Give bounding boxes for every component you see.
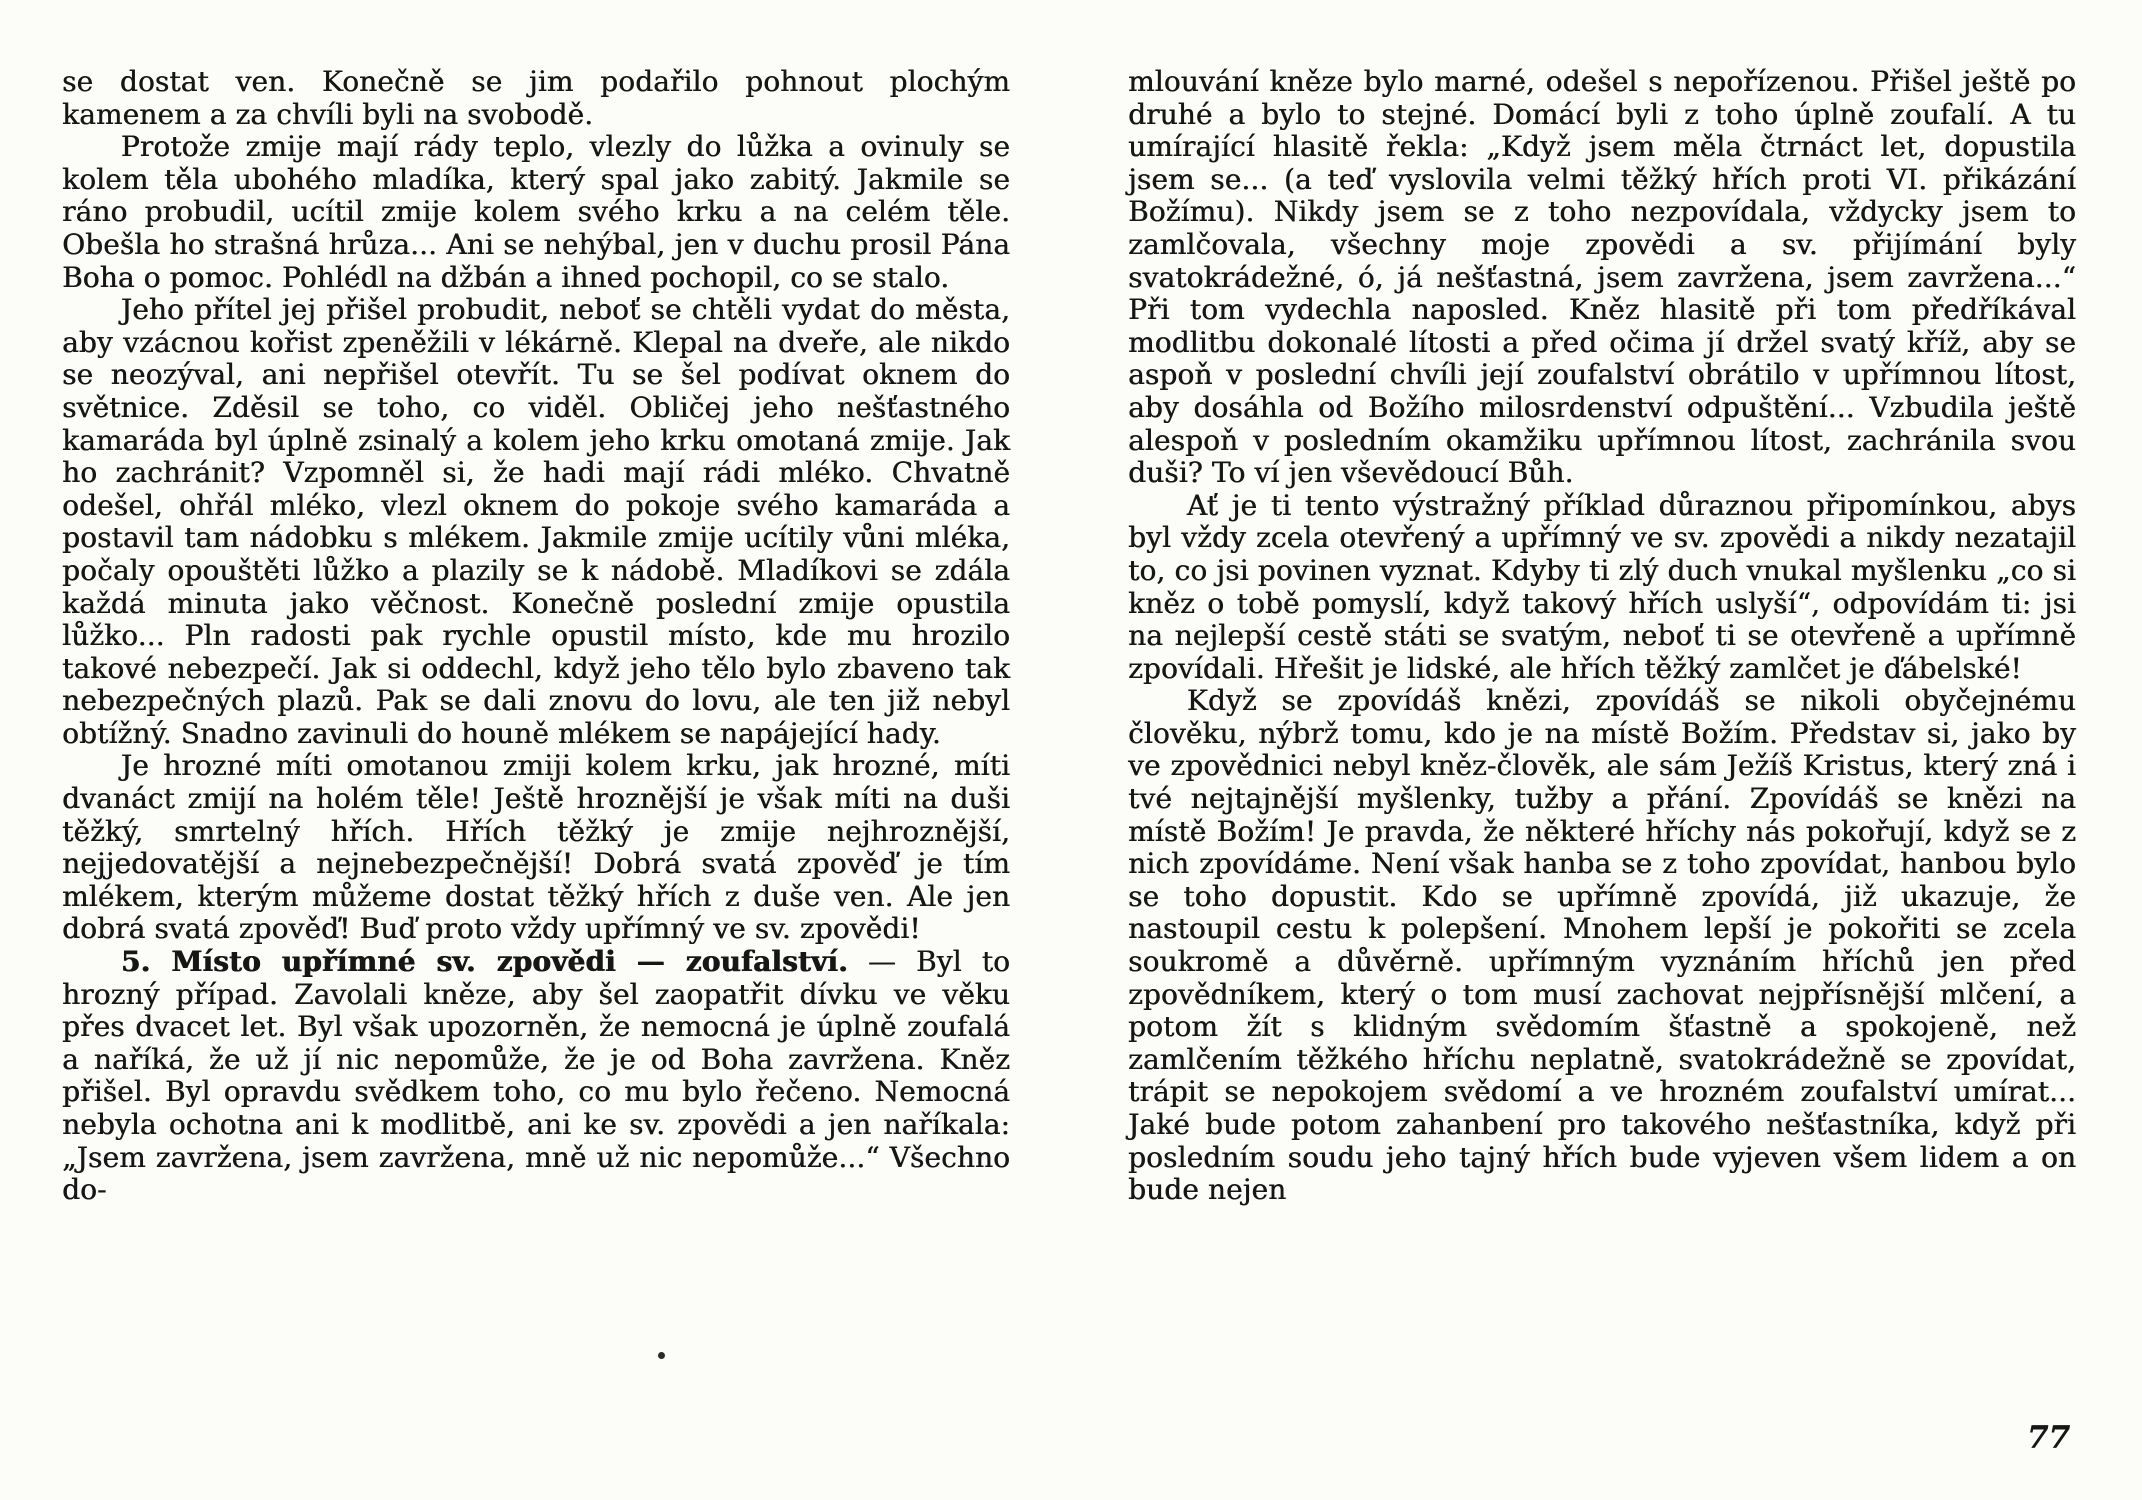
paragraph-with-section-heading xyxy=(62,946,1010,1207)
section-heading: 5. Místo upřímné sv. zpovědi — zoufalství. xyxy=(120,945,848,979)
paragraph: Protože zmije mají rády teplo, vlezly do lůžka a ovinuly se kolem těla ubohého mladíka, který spal jako zabitý. Jakmile se ráno probudil, ucítil zmije kolem svého krku a na celém těle. Obešla ho strašná hrůza... Ani se nehýbal, jen v duchu prosil Pána Boha o pomoc. Pohlédl na džbán a ihned pochopil, co se stalo. xyxy=(62,130,1010,294)
paragraph: Je hrozné míti omotanou zmiji kolem krku, jak hrozné, míti dvanáct zmijí na holém těle! Ještě hroznější je však míti na duši těžký, smrtelný hřích. Hřích těžký je zmije nejhroznější, nejjedovatější a nejnebezpečnější! Dobrá svatá zpověď je tím mlékem, kterým můžeme dostat těžký hřích z duše ven. Ale jen dobrá svatá zpověď! Buď proto vždy upřímný ve sv. zpovědi! xyxy=(62,749,1010,946)
paragraph: Když se zpovídáš knězi, zpovídáš se nikoli obyčejnému člověku, nýbrž tomu, kdo je na místě Božím. Představ si, jako by ve zpovědnici nebyl kněz-člověk, ale sám Ježíš Kristus, který zná i tvé nejtajnější myšlenky, tužby a přání. Zpovídáš se knězi na místě Božím! Je pravda, že některé hříchy nás pokořují, když se z nich zpovídáme. Není však hanba se z toho zpovídat, hanbou bylo se toho dopustit. Kdo se upřímně zpovídá, již ukazuje, že nastoupil cestu k polepšení. Mnohem lepší je pokořiti se zcela soukromě a důvěrně. upřímným vyznáním hříchů jen před zpovědníkem, který o tom musí zachovat nejpřísnější mlčení, a potom žít s klidným svědomím šťastně a spokojeně, než zamlčením těžkého hříchu neplatně, svatokrádežně se zpovídat, trápit se nepokojem svědomí a ve hrozném zoufalství umírat... Jaké bude potom zahanbení pro takového nešťastníka, když při posledním soudu jeho tajný hřích bude vyjeven všem lidem a on bude nejen xyxy=(1128,684,2076,1207)
section-body-text: — Byl to hrozný případ. Zavolali kněze, aby šel zaopatřit dívku ve věku přes dvacet let. Byl však upozorněn, že nemocná je úplně zoufalá a naříká, že už jí nic nepomůže, že je od Boha zavržena. Kněz přišel. Byl opravdu svědkem toho, co mu bylo řečeno. Nemocná nebyla ochotna ani k modlitbě, ani ke sv. zpovědi a jen naříkala: „Jsem zavržena, jsem zavržena, mně už nic nepomůže...“ Všechno do- xyxy=(62,945,1010,1207)
left-column xyxy=(62,66,1010,1207)
right-column xyxy=(1128,66,2076,1207)
paragraph: Jeho přítel jej přišel probudit, neboť se chtěli vydat do města, aby vzácnou kořist zpeněžili v lékárně. Klepal na dveře, ale nikdo se neozýval, ani nepřišel otevřít. Tu se šel podívat oknem do světnice. Zděsil se toho, co viděl. Obličej jeho nešťastného kamaráda byl úplně zsinalý a kolem jeho krku omotaná zmije. Jak ho zachránit? Vzpomněl si, že hadi mají rádi mléko. Chvatně odešel, ohřál mléko, vlezl oknem do pokoje svého kamaráda a postavil tam nádobku s mlékem. Jakmile zmije ucítily vůni mléka, počaly opouštěti lůžko a plazily se k nádobě. Mladíkovi se zdála každá minuta jako věčnost. Konečně poslední zmije opustila lůžko... Pln radosti pak rychle opustil místo, kde mu hrozilo takové nebezpečí. Jak si oddechl, když jeho tělo bylo zbaveno tak nebezpečných plazů. Pak se dali znovu do lovu, ale ten již nebyl obtížný. Snadno zavinuli do houně mlékem se napájející hady. xyxy=(62,293,1010,750)
print-artifact-dot xyxy=(658,1352,665,1359)
page-number: 77 xyxy=(2026,1420,2070,1456)
two-column-text-layout xyxy=(62,66,2078,1207)
paragraph: Ať je ti tento výstražný příklad důraznou připomínkou, abys byl vždy zcela otevřený a upřímný ve sv. zpovědi a nikdy nezatajil to, co jsi povinen vyznat. Kdyby ti zlý duch vnukal myšlenku „co si kněz o tobě pomyslí, když takový hřích uslyší“, odpovídám ti: jsi na nejlepší cestě státi se svatým, neboť ti se otevřeně a upřímně zpovídali. Hřešit je lidské, ale hřích těžký zamlčet je ďábelské! xyxy=(1128,488,2076,685)
paragraph: mlouvání kněze bylo marné, odešel s nepořízenou. Přišel ještě po druhé a bylo to stejné. Domácí byli z toho úplně zoufalí. A tu umírající hlasitě řekla: „Když jsem měla čtrnáct let, dopustila jsem se... (a teď vyslovila velmi těžký hřích proti VI. přikázání Božímu). Nikdy jsem se z toho nezpovídala, vždycky jsem to zamlčovala, všechny moje zpovědi a sv. přijímání byly svatokrádežné, ó, já nešťastná, jsem zavržena, jsem zavržena...“ Při tom vydechla naposled. Kněz hlasitě při tom předříkával modlitbu dokonalé lítosti a před očima jí držel svatý kříž, aby se aspoň v poslední chvíli její zoufalství obrátilo v upřímnou lítost, aby dosáhla od Božího milosrdenství odpuštění... Vzbudila ještě alespoň v posledním okamžiku upřímnou lítost, zachránila svou duši? To ví jen vševědoucí Bůh. xyxy=(1128,65,2076,490)
paragraph: se dostat ven. Konečně se jim podařilo pohnout plochým kamenem a za chvíli byli na svobodě. xyxy=(62,65,1010,131)
